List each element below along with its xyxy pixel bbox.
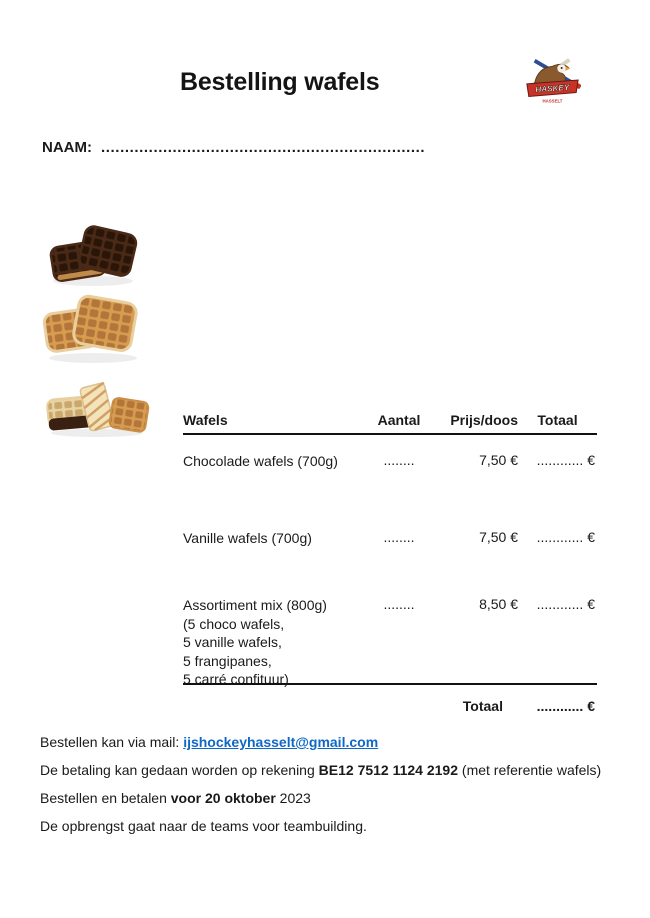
name-field-row (42, 139, 425, 156)
product-name-text: Assortiment mix (800g) (183, 597, 327, 613)
footer-order-mail-line (40, 734, 378, 750)
product-detail: 5 carré confituur) (183, 671, 289, 687)
col-header-totaal: Totaal (537, 412, 578, 428)
aantal-fill-in[interactable]: ........ (383, 529, 415, 545)
product-detail: 5 vanille wafels, (183, 634, 282, 650)
deadline-date: voor 20 oktober (170, 790, 276, 806)
page-title: Bestelling wafels (180, 68, 380, 96)
row-total-fill-in[interactable]: ............ € (536, 529, 595, 545)
chocolate-waffles-image (46, 220, 140, 288)
email-link[interactable]: ijshockeyhasselt@gmail.com (183, 734, 379, 750)
table-row-vanille (183, 529, 597, 548)
vanilla-waffles-image (42, 291, 144, 365)
logo-sub-text: HASSELT (542, 98, 563, 104)
product-name: Chocolade wafels (700g) (183, 453, 338, 469)
table-bottom-rule (183, 683, 597, 685)
col-header-prijs-doos: Prijs/doos (450, 412, 518, 428)
bank-account-number: BE12 7512 1124 2192 (318, 762, 459, 778)
col-header-aantal: Aantal (377, 412, 421, 428)
grand-total-label: Totaal (462, 698, 503, 714)
aantal-fill-in[interactable]: ........ (383, 596, 415, 612)
name-label: NAAM: (42, 139, 92, 156)
logo-banner-text: HASKEY (534, 82, 570, 95)
product-name: Vanille wafels (700g) (183, 530, 312, 546)
name-fill-in-line[interactable]: .................................................................... (101, 139, 426, 156)
col-header-wafels: Wafels (183, 412, 228, 428)
grand-total-fill-in[interactable]: ............ € (536, 698, 595, 714)
footer-deadline-line (40, 790, 311, 806)
row-total-fill-in[interactable]: ............ € (536, 452, 595, 468)
footer-purpose-line: De opbrengst gaat naar de teams voor teambuilding. (40, 818, 367, 834)
unit-price: 7,50 € (479, 529, 518, 545)
payment-line-suffix: (met referentie wafels) (458, 762, 602, 778)
table-row-chocolade (183, 452, 597, 471)
aantal-fill-in[interactable]: ........ (383, 452, 415, 468)
order-table (183, 412, 597, 724)
table-header-row (183, 412, 597, 435)
footer-payment-line (40, 762, 601, 778)
payment-line-prefix: De betaling kan gedaan worden op rekening (40, 762, 319, 778)
product-detail: 5 frangipanes, (183, 652, 272, 669)
deadline-line-prefix: Bestellen en betalen (40, 790, 171, 806)
unit-price: 8,50 € (479, 596, 518, 612)
table-row-assortiment (183, 596, 597, 689)
row-total-fill-in[interactable]: ............ € (536, 596, 595, 612)
mail-line-prefix: Bestellen kan via mail: (40, 734, 184, 750)
unit-price: 7,50 € (479, 452, 518, 468)
product-name (183, 596, 375, 689)
assortment-mix-waffles-image (44, 382, 150, 438)
deadline-line-suffix: 2023 (275, 790, 311, 806)
grand-total-row (183, 698, 597, 714)
product-detail: (5 choco wafels, (183, 615, 285, 632)
haskey-club-logo-icon (523, 55, 581, 107)
